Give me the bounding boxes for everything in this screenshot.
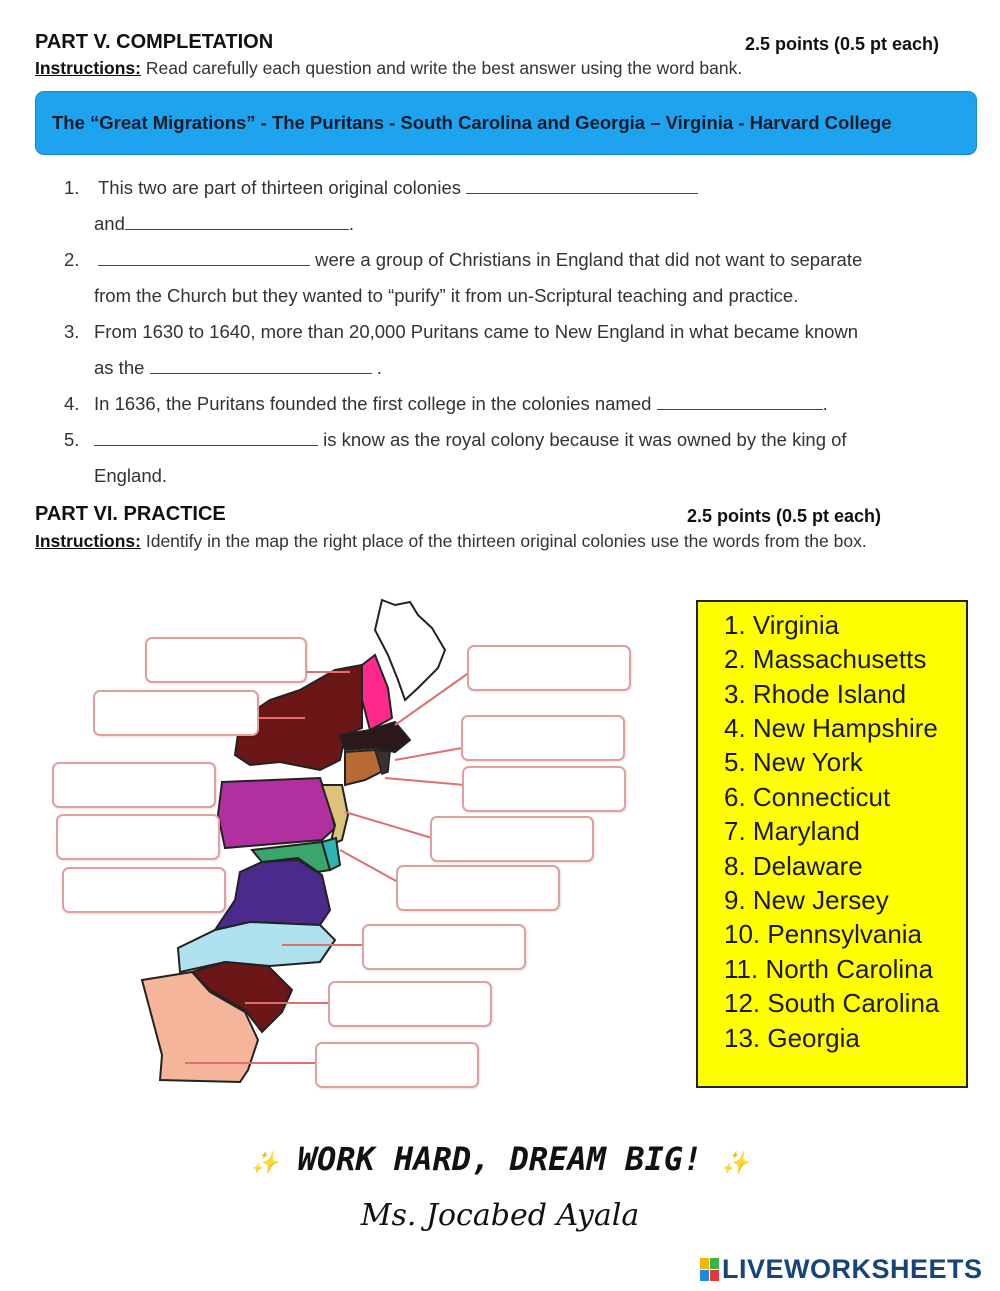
map-answer-box-11[interactable] — [362, 924, 526, 970]
answer-blank[interactable] — [150, 357, 372, 374]
question-text: from the Church but they wanted to “purify” it from un-Scriptural teaching and practice. — [94, 285, 799, 306]
map-answer-box-1[interactable] — [145, 637, 307, 683]
map-answer-box-4[interactable] — [56, 814, 220, 860]
legend-item: 4. New Hampshire — [724, 713, 938, 743]
question-number: 3. — [64, 321, 80, 342]
part5-points: 2.5 points (0.5 pt each) — [745, 34, 940, 54]
question-text: as the — [94, 357, 145, 378]
part5-instructions — [35, 58, 742, 79]
legend-item: 5. New York — [724, 747, 863, 777]
instructions-label: Instructions: — [35, 58, 141, 78]
question-text: This two are part of thirteen original colonies — [98, 177, 461, 198]
question-text: In 1636, the Puritans founded the first college in the colonies named — [94, 393, 652, 414]
legend-item: 2. Massachusetts — [724, 644, 927, 674]
map-answer-box-9[interactable] — [430, 816, 594, 862]
part6-instructions — [35, 530, 975, 553]
punctuation: . — [822, 393, 828, 414]
map-answer-box-7[interactable] — [461, 715, 625, 761]
question-number: 5. — [64, 429, 80, 450]
part6-points: 2.5 points (0.5 pt each) — [687, 506, 882, 526]
teacher-signature: Ms. Jocabed Ayala — [360, 1198, 640, 1233]
question-5 — [64, 422, 974, 494]
legend-item: 11. North Carolina — [724, 954, 934, 984]
question-number: 2. — [64, 249, 80, 270]
motto-text: WORK HARD, DREAM BIG! — [297, 1140, 703, 1178]
legend-item: 8. Delaware — [724, 851, 863, 881]
map-answer-box-8[interactable] — [462, 766, 626, 812]
question-1 — [64, 170, 974, 242]
question-text: From 1630 to 1640, more than 20,000 Puritans came to New England in what became known — [94, 321, 859, 342]
word-bank — [35, 91, 977, 155]
question-text: and — [94, 213, 125, 234]
legend-item: 7. Maryland — [724, 816, 860, 846]
pennsylvania-region[interactable] — [218, 778, 335, 848]
brand-name[interactable]: LIVEWORKSHEETS — [722, 1254, 983, 1284]
question-number: 4. — [64, 393, 80, 414]
map-answer-box-5[interactable] — [62, 867, 226, 913]
virginia-region[interactable] — [215, 860, 330, 930]
answer-blank[interactable] — [98, 249, 310, 266]
map-answer-box-12[interactable] — [328, 981, 492, 1027]
new-hampshire-region[interactable] — [362, 655, 392, 730]
question-2 — [64, 242, 974, 314]
instructions-label: Instructions: — [35, 531, 141, 551]
question-text: England. — [94, 465, 168, 486]
legend-item: 12. South Carolina — [724, 988, 940, 1018]
answer-blank[interactable] — [657, 393, 823, 410]
question-number: 1. — [64, 177, 80, 198]
map-answer-box-3[interactable] — [52, 762, 216, 808]
part6-title: PART VI. PRACTICE — [35, 503, 226, 525]
legend-item: 10. Pennsylvania — [724, 919, 923, 949]
word-bank-text: The “Great Migrations” - The Puritans - South Carolina and Georgia – Virginia - Harvard College — [52, 112, 892, 133]
legend-item: 6. Connecticut — [724, 782, 891, 812]
map-answer-box-10[interactable] — [396, 865, 560, 911]
sparkle-icon: ✨ — [721, 1151, 749, 1176]
legend-item: 1. Virginia — [724, 610, 840, 640]
question-4 — [64, 386, 974, 422]
answer-blank[interactable] — [94, 429, 318, 446]
motto — [0, 1140, 1000, 1178]
answer-blank[interactable] — [466, 177, 698, 194]
question-text: is know as the royal colony because it was owned by the king of — [323, 429, 847, 450]
sparkle-icon: ✨ — [251, 1151, 279, 1176]
map-answer-box-13[interactable] — [315, 1042, 479, 1088]
part5-title: PART V. COMPLETATION — [35, 31, 274, 53]
punctuation: . — [376, 357, 382, 378]
punctuation: . — [348, 213, 355, 234]
map-answer-box-6[interactable] — [467, 645, 631, 691]
question-text: were a group of Christians in England that did not want to separate — [315, 249, 863, 270]
colonies-legend — [696, 600, 968, 1088]
question-3 — [64, 314, 984, 386]
answer-blank[interactable] — [125, 213, 349, 230]
instructions-text: Identify in the map the right place of the thirteen original colonies use the words from the box. — [145, 531, 867, 551]
liveworksheets-logo-icon — [700, 1258, 720, 1282]
instructions-text: Read carefully each question and write the best answer using the word bank. — [145, 58, 743, 78]
legend-item: 9. New Jersey — [724, 885, 889, 915]
map-answer-box-2[interactable] — [93, 690, 259, 736]
legend-item: 3. Rhode Island — [724, 679, 907, 709]
legend-item: 13. Georgia — [724, 1023, 860, 1053]
